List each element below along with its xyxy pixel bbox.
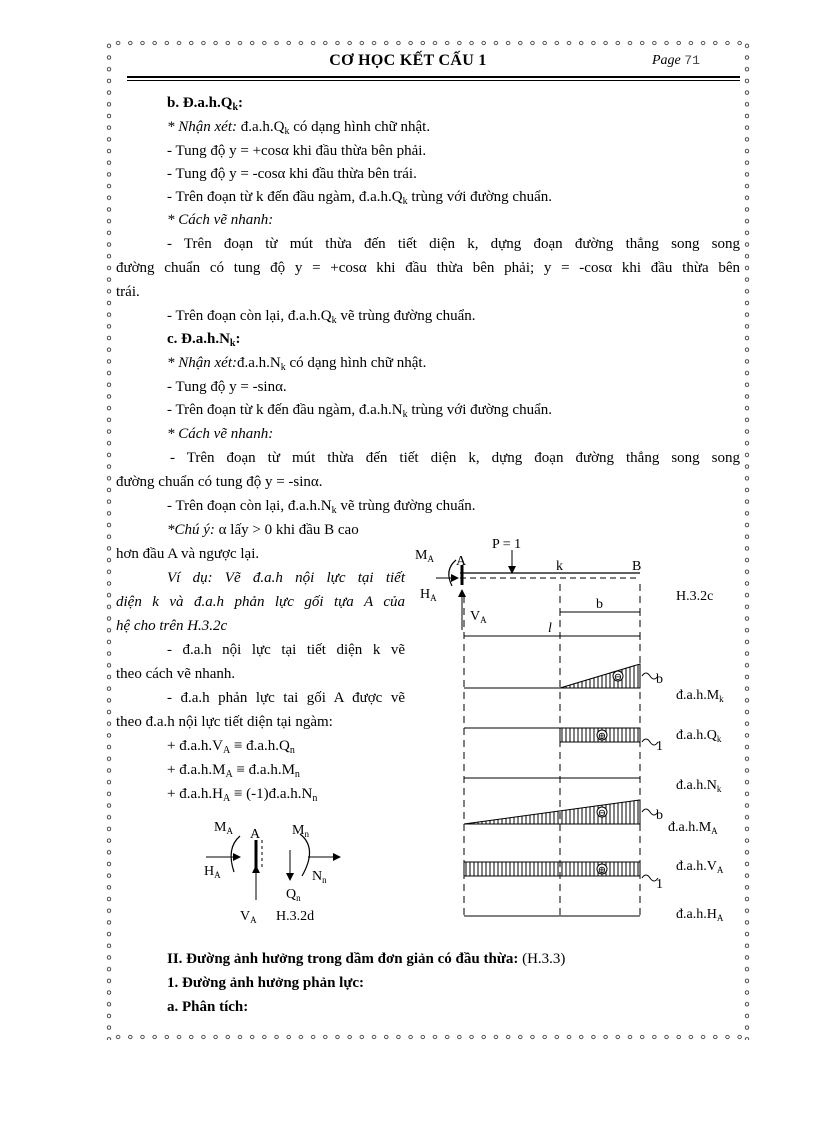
c-line-1: - Tung độ y = -sinα. <box>167 379 287 395</box>
label-ha: $H_A$ <box>420 587 437 603</box>
figure-h32d <box>206 834 340 900</box>
b-line-4: - Trên đoạn còn lại, $đ.a.h.Q_k$ vẽ trùng đường chuẩn. <box>167 308 476 326</box>
c-line-3: - Trên đoạn còn lại, $đ.a.h.N_k$ vẽ trùng đường chuẩn. <box>167 498 476 516</box>
label-b-end: B <box>632 559 642 574</box>
page-number: 71 <box>684 53 700 68</box>
heading-c: c. $Đ.a.h.N_k$: <box>167 331 241 349</box>
sign-va: ⊕ <box>597 865 607 876</box>
ord-mk: b <box>656 672 663 687</box>
sign-mk: ⊖ <box>613 672 623 683</box>
d-nn: $N_n$ <box>312 869 327 885</box>
c-cach: * Cách vẽ nhanh: <box>167 426 274 442</box>
ord-va: 1 <box>656 877 663 892</box>
b-cach: * Cách vẽ nhanh: <box>167 212 274 228</box>
b-line-2: - Tung độ y = -cosα khi đầu thừa bên trái. <box>167 166 417 182</box>
desc-2a: - đ.a.h phản lực tai gối A được vẽ <box>167 690 405 706</box>
label-dah-ma: $đ.a.h.M_A$ <box>668 820 718 836</box>
heading-b: b. $Đ.a.h.Q_k$: <box>167 95 243 113</box>
vidu-2: diện k và đ.a.h phản lực gối tựa A của <box>116 594 405 610</box>
ord-ma: b <box>656 808 663 823</box>
label-a: A <box>456 554 467 569</box>
c-para-2: đường chuẩn có tung độ y = -sinα. <box>116 474 323 490</box>
d-qn: $Q_n$ <box>286 887 301 903</box>
label-ma: $M_A$ <box>415 548 434 564</box>
desc-1a: - đ.a.h nội lực tại tiết diện k vẽ <box>167 642 405 658</box>
label-k: k <box>556 559 563 574</box>
d-mn: $M_n$ <box>292 823 309 839</box>
header-title: CƠ HỌC KẾT CẤU 1 <box>329 52 487 69</box>
sign-qk: ⊕ <box>597 731 607 742</box>
label-b-dim: b <box>596 597 603 612</box>
b-para-1: - Trên đoạn từ mút thừa đến tiết diện k, dựng đoạn đường thẳng song song <box>167 236 740 252</box>
label-dah-qk: $đ.a.h.Q_k$ <box>676 728 722 744</box>
section-2-a: a. Phân tích: <box>167 999 249 1015</box>
label-l: l <box>548 621 552 636</box>
formula-1: + $đ.a.h.V_A$ ≡ $đ.a.h.Q_n$ <box>167 738 295 756</box>
b-para-3: trái. <box>116 284 140 300</box>
b-line-1: - Tung độ y = +cosα khi đầu thừa bên phải. <box>167 143 427 159</box>
d-ha: $H_A$ <box>204 864 221 880</box>
b-nhanxet: * Nhận xét: $đ.a.h.Q_k$ có dạng hình chữ nhật. <box>167 119 431 137</box>
page-label: Page <box>652 53 681 68</box>
d-caption: H.3.2d <box>276 909 315 924</box>
d-ma: $M_A$ <box>214 820 233 836</box>
label-dah-mk: $đ.a.h.M_k$ <box>676 688 724 704</box>
label-dah-ha: $đ.a.h.H_A$ <box>676 907 724 923</box>
label-dah-nk: $đ.a.h.N_k$ <box>676 778 722 794</box>
desc-1b: theo cách vẽ nhanh. <box>116 666 236 682</box>
section-2-1: 1. Đường ảnh hưởng phản lực: <box>167 975 365 991</box>
c-line-2: - Trên đoạn từ k đến đầu ngàm, $đ.a.h.N_k$ trùng với đường chuẩn. <box>167 402 552 420</box>
label-va: $V_A$ <box>470 609 487 625</box>
sign-ma: ⊖ <box>597 808 607 819</box>
c-para-1: - Trên đoạn từ mút thừa đến tiết diện k, dựng đoạn đường thẳng song song <box>170 450 740 466</box>
chu-y: *Chú ý: α lấy > 0 khi đầu B cao <box>167 522 359 538</box>
ord-qk: 1 <box>656 739 663 754</box>
c-nhanxet: * Nhận $xét:đ.a.h.N_k$ có dạng hình chữ nhật. <box>167 355 427 373</box>
d-va: $V_A$ <box>240 909 257 925</box>
d-a: A <box>250 827 261 842</box>
caption-h32c: H.3.2c <box>676 589 714 604</box>
vidu-3: hệ cho trên H.3.2c <box>116 618 228 634</box>
formula-2: + $đ.a.h.M_A$ ≡ $đ.a.h.M_n$ <box>167 762 300 780</box>
formula-3: + $đ.a.h.H_A$ ≡ $(-1)đ.a.h.N_n$ <box>167 786 318 804</box>
section-2-heading: II. Đường ảnh hưởng trong dầm đơn giản có đầu thừa: (H.3.3) <box>167 951 566 967</box>
desc-2b: theo đ.a.h nội lực tiết diện tại ngàm: <box>116 714 333 730</box>
label-dah-va: $đ.a.h.V_A$ <box>676 859 724 875</box>
vidu-1: Ví dụ: Vẽ đ.a.h nội lực tại tiết <box>167 570 405 586</box>
label-p: P = 1 <box>492 537 522 552</box>
chu-y-2: hơn đầu A và ngược lại. <box>116 546 260 562</box>
b-line-3: - Trên đoạn từ k đến đầu ngàm, $đ.a.h.Q_k$ trùng với đường chuẩn. <box>167 189 552 207</box>
b-para-2: đường chuẩn có tung độ y = +cosα khi đầu thừa bên phải; y = -cosα khi đầu thừa bên <box>116 260 740 276</box>
